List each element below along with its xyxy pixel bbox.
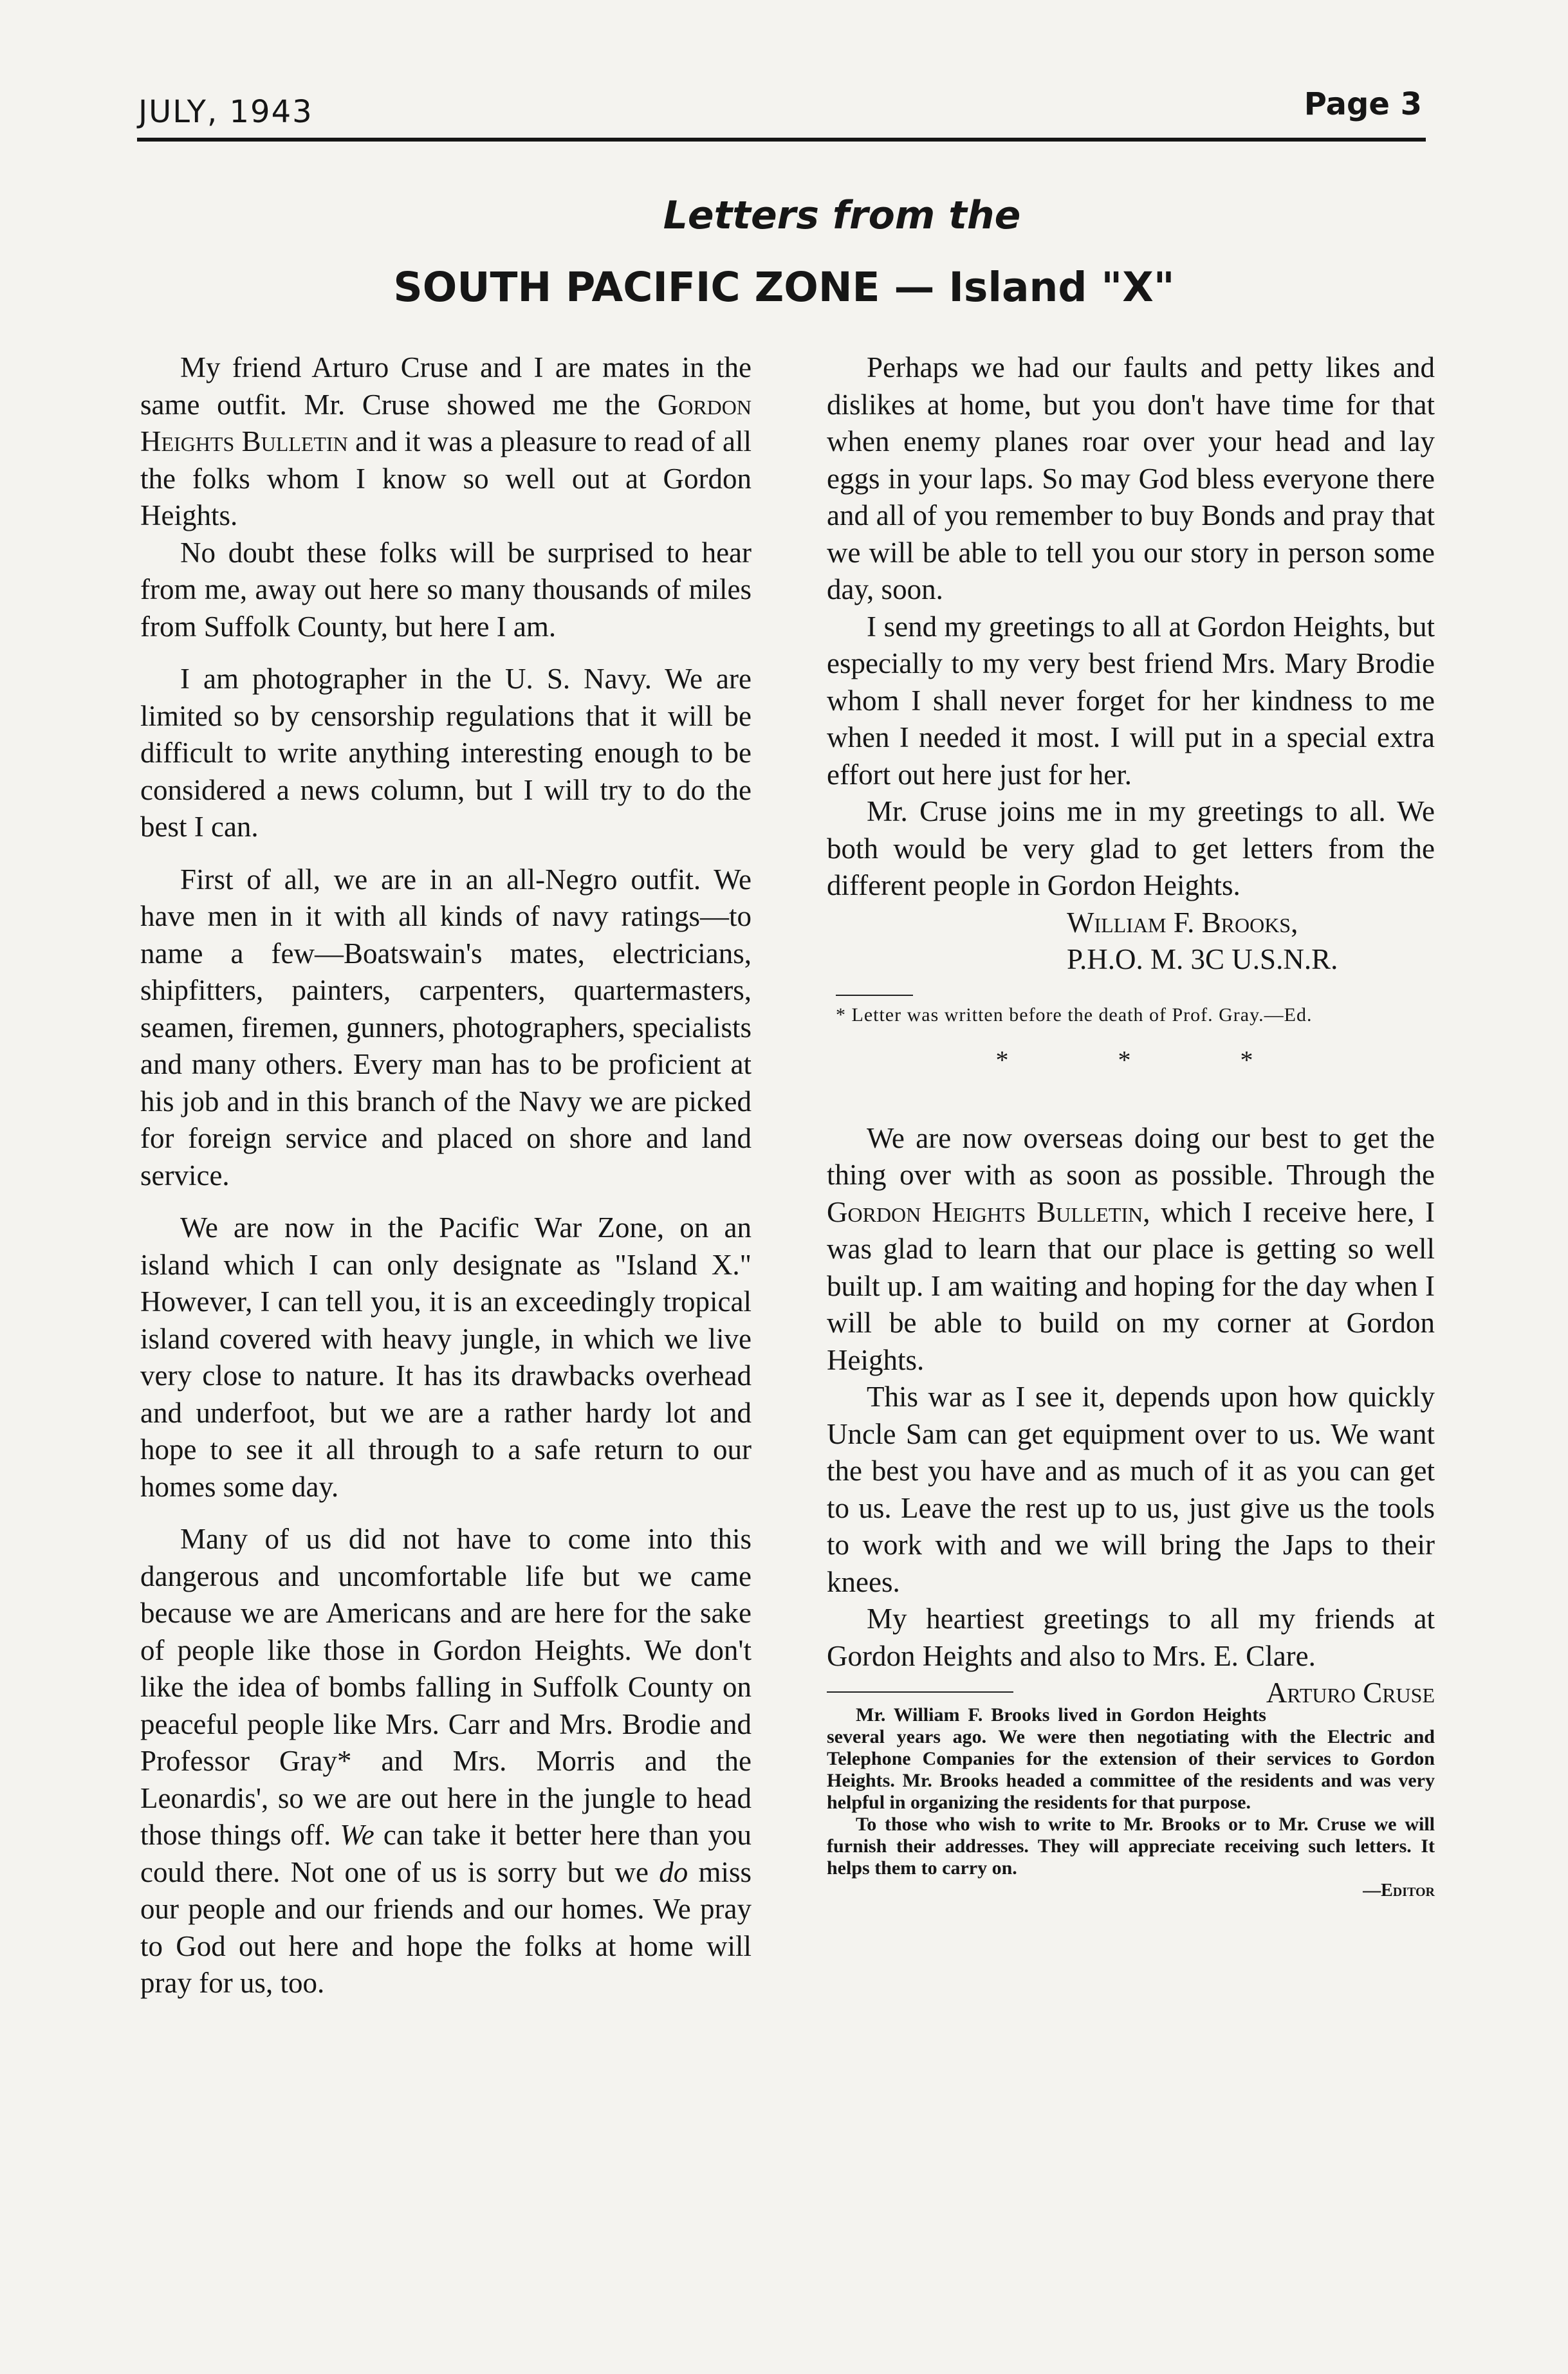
signature-cruse: Arturo Cruse [1266, 1677, 1435, 1709]
left-paragraph-2: No doubt these folks will be surprised to hear from me, away out here so many thousands of miles from Suffolk County, but here I am. [140, 536, 752, 643]
issue-date: JULY, 1943 [138, 94, 313, 130]
right-paragraph-6: My heartiest greetings to all my friends at Gordon Heights and also to Mrs. E. Clare. Arturo Cruse [827, 1601, 1435, 1675]
left-paragraph-4: First of all, we are in an all-Negro outfit. We have men in it with all kinds of navy ratings—to name a few—Boatswain's mates, electricians, shipfitters, painters, carpenters, quartermasters, seamen, firemen, gunners, photographers, specialists and many others. Every man has to be proficient at his job and in this branch of the Navy we are picked for foreign service and placed on shore and land service. [140, 863, 752, 1192]
left-paragraph-6: Many of us did not have to come into this dangerous and uncomfortable life but we came because we are Americans and are here for the sake of people like those in Gordon Heights. We don't like the idea of bombs falling in Suffolk County on peaceful people like Mrs. Carr and Mrs. Brodie and Professor Gray* and Mrs. Morris and the Leonardis', so we are out here in the jungle to head those things off. We can take it better here than you could there. Not one of us is sorry but we do miss our people and our friends and our homes. We pray to God out here and hope the folks at home will pray for us, too. [140, 1523, 752, 1999]
left-column [140, 349, 752, 2002]
bulletin-name-2: Gordon Heights Bulletin [827, 1195, 1143, 1228]
editor-note-rule [827, 1691, 1013, 1693]
right-paragraph-3: Mr. Cruse joins me in my greetings to all. We both would be very glad to get letters from the different people in Gordon Heights. [827, 795, 1435, 901]
left-paragraph-5: We are now in the Pacific War Zone, on an island which I can only designate as "Island X." However, I can tell you, it is an exceedingly tropical island covered with heavy jungle, in which we live very close to nature. It has its drawbacks overhead and underfoot, but we are a rather hardy lot and hope to see it all through to a safe return to our homes some day. [140, 1211, 752, 1503]
left-paragraph-3: I am photographer in the U. S. Navy. We are limited so by censorship regulations that it will be difficult to write anything interesting enough to be considered a news column, but I will try to do the best I can. [140, 663, 752, 843]
left-paragraph-1: My friend Arturo Cruse and I are mates in the same outfit. Mr. Cruse showed me the Gordon Heights Bulletin and it was a pleasure to read of all the folks whom I know so well out at Gordon Heights. [140, 351, 752, 531]
page-number: Page 3 [1304, 86, 1422, 122]
footnote-rule [836, 995, 913, 996]
editor-signature: —Editor [1363, 1881, 1435, 1900]
running-head [138, 82, 1422, 140]
section-separator: * * * [995, 1045, 1305, 1074]
editor-note-paragraph-1: Mr. William F. Brooks lived in Gordon Heights several years ago. We were then negotiating with the Electric and Telephone Companies for the extension of their services to Gordon Heights. Mr. Brooks headed a committee of the residents and was very helpful in organizing the residents for that purpose. [827, 1704, 1435, 1813]
header-rule [137, 138, 1426, 142]
signature-brooks-name: William F. Brooks, [1067, 906, 1298, 939]
title-line-1: Letters from the [663, 193, 1021, 238]
right-paragraph-5: This war as I see it, depends upon how quickly Uncle Sam can get equipment over to us. We want the best you have and as much of it as you can get to us. Leave the rest up to us, just give us the tools to work with and we will bring the Japs to their knees. [827, 1381, 1435, 1598]
bulletin-name: Gordon Heights Bulletin [140, 388, 752, 457]
right-paragraph-1: Perhaps we had our faults and petty likes and dislikes at home, but you don't have time for that when enemy planes roar over your head and lay eggs in your laps. So may God bless everyone there and all of you remember to buy Bonds and pray that we will be able to tell you our story in person some day, soon. [827, 351, 1435, 605]
title-line-2: SOUTH PACIFIC ZONE — Island "X" [393, 264, 1175, 311]
signature-brooks-rank: P.H.O. M. 3C U.S.N.R. [1067, 943, 1338, 975]
right-paragraph-4: We are now overseas doing our best to get the thing over with as soon as possible. Through the Gordon Heights Bulletin, which I receive here, I was glad to learn that our place is getting so well built up. I am waiting and hoping for the day when I will be able to build on my corner at Gordon Heights. [827, 1121, 1435, 1376]
right-column [827, 349, 1435, 1901]
editor-note-paragraph-2: To those who wish to write to Mr. Brooks or to Mr. Cruse we will furnish their addresses. They will appreciate receiving such letters. It helps them to carry on. [827, 1814, 1435, 1879]
right-paragraph-2: I send my greetings to all at Gordon Heights, but especially to my very best friend Mrs. Mary Brodie whom I shall never forget for her kindness to me when I needed it most. I will put in a special extra effort out here just for her. [827, 610, 1435, 791]
editor-note [827, 1691, 1435, 1901]
footnote: * Letter was written before the death of Prof. Gray.—Ed. [836, 1004, 1313, 1026]
